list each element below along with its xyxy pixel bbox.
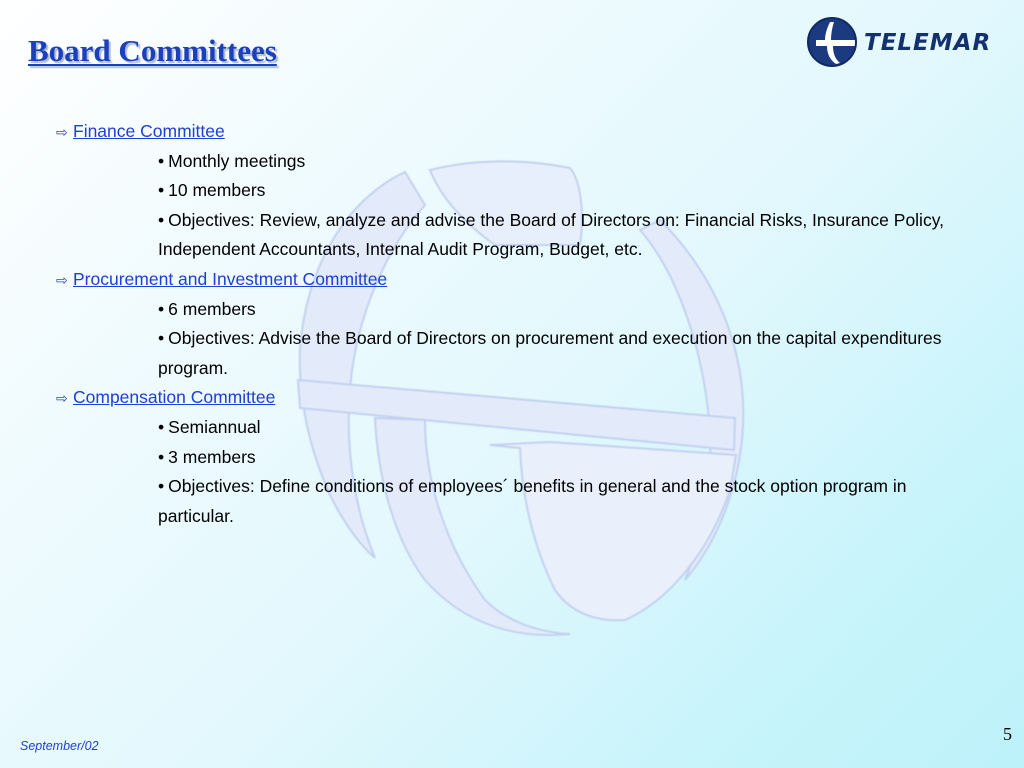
bullet-text: Semiannual: [168, 416, 261, 437]
committee-bullet: [158, 413, 948, 443]
bullet-dot-icon: •: [158, 416, 165, 437]
bullet-dot-icon: •: [158, 328, 165, 349]
arrow-right-outline-icon: ⇨: [56, 124, 68, 140]
bullet-text: 6 members: [168, 298, 256, 319]
committee-bullet: [158, 147, 948, 177]
bullet-text: 10 members: [168, 180, 266, 201]
telemar-globe-logo-icon: [806, 16, 858, 68]
footer-date: September/02: [20, 739, 99, 753]
bullet-text: Objectives: Define conditions of employees´ benefits in general and the stock option program in particular.: [158, 476, 907, 526]
committee-list: [56, 117, 956, 531]
committee-heading-procurement: [56, 265, 956, 295]
bullet-text: Objectives: Advise the Board of Directors on procurement and execution on the capital expenditures program.: [158, 328, 942, 378]
telemar-logo-text: TELEMAR: [864, 30, 992, 56]
arrow-right-outline-icon: ⇨: [56, 271, 68, 288]
committee-bullet: [158, 443, 948, 473]
bullet-dot-icon: •: [158, 150, 165, 171]
committee-bullet: [158, 472, 948, 531]
telemar-logo[interactable]: [806, 16, 1012, 72]
bullet-dot-icon: •: [158, 209, 165, 230]
bullet-dot-icon: •: [158, 476, 165, 497]
bullet-text: Monthly meetings: [168, 150, 306, 171]
bullet-dot-icon: •: [158, 298, 165, 319]
committee-heading-compensation: [56, 383, 956, 413]
committee-bullet: [158, 295, 948, 325]
committee-link-compensation[interactable]: Compensation Committee: [73, 387, 276, 408]
committee-heading-finance: [56, 117, 956, 147]
committee-link-finance[interactable]: Finance Committee: [73, 121, 225, 141]
slide-title: Board Committees: [28, 33, 277, 68]
bullet-dot-icon: •: [158, 180, 165, 201]
committee-link-procurement[interactable]: Procurement and Investment Committee: [73, 268, 388, 289]
committee-bullet: [158, 324, 948, 383]
committee-bullet: [158, 176, 948, 206]
bullet-text: Objectives: Review, analyze and advise the Board of Directors on: Financial Risks, Insurance Policy, Independent Accountants, Internal Audit Program, Budget, etc.: [158, 209, 945, 260]
committee-bullet: [158, 206, 948, 265]
arrow-right-outline-icon: ⇨: [56, 390, 68, 407]
bullet-text: 3 members: [168, 446, 256, 467]
bullet-dot-icon: •: [158, 446, 165, 467]
page-number: 5: [1003, 724, 1012, 744]
